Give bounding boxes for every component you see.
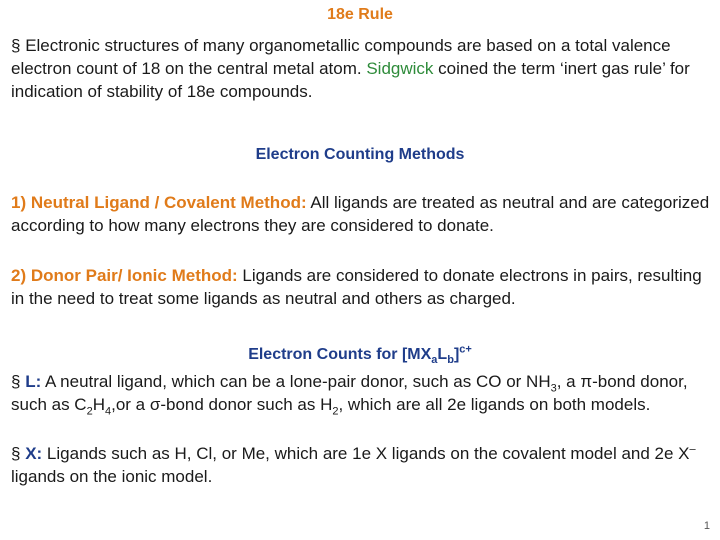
electron-counts-heading: Electron Counts for $[MX_aL_b]^{c+}$ [248, 343, 472, 367]
methods-heading: Electron Counting Methods [255, 146, 465, 163]
bullet-icon: § [11, 444, 21, 463]
intro-text-before: Electronic structures of many organometallic compounds are based on a total valence electron count of 18 on the central metal atom. [11, 36, 671, 78]
method-2-paragraph [11, 264, 711, 310]
l-label: L: [25, 372, 42, 391]
method-1-label: 1) Neutral Ligand / Covalent Method: [11, 193, 307, 212]
x-ligand-item: § X: Ligands such as H, Cl, or Me, which are 1e X ligands on the covalent model and 2e X– ligands on the ionic model. [11, 443, 696, 486]
method-1-text: All ligands are treated as neutral and are categorized according to how many electrons they are considered to donate. [11, 193, 710, 235]
page-title: 18e Rule [327, 6, 393, 23]
method-2-text: Ligands are considered to donate electrons in pairs, resulting in the need to treat some ligands as neutral and others as charged. [11, 266, 702, 308]
bullet-icon: § [11, 372, 21, 391]
intro-paragraph [11, 34, 711, 103]
intro-text-after: coined the term ‘inert gas rule’ for indication of stability of 18e compounds. [11, 59, 690, 101]
sidgwick-highlight: Sidgwick [366, 59, 434, 78]
l-ligand-item: § L: A neutral ligand, which can be a lone-pair donor, such as CO or $NH_3$, a π-bond donor, such as $C_2H_4,or$ a σ-bond donor such as $H_2$, which are all 2e ligands on both models. [11, 372, 688, 418]
x-label: X: [25, 444, 43, 463]
bullet-icon: § [11, 36, 21, 55]
page-number: 1 [703, 520, 710, 532]
method-1-paragraph [11, 191, 711, 237]
method-2-label: 2) Donor Pair/ Ionic Method: [11, 266, 238, 285]
